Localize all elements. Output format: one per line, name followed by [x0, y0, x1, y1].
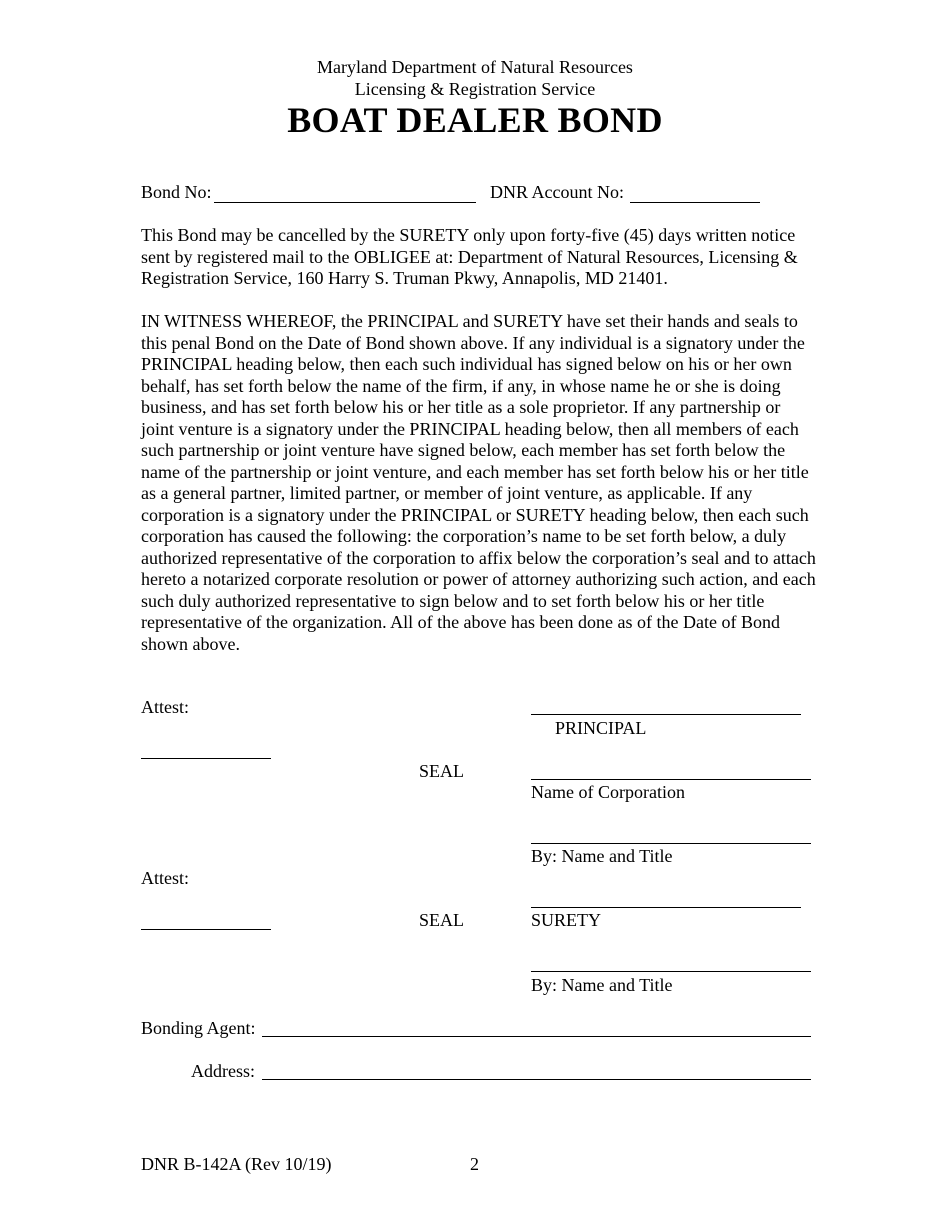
address-field[interactable] [262, 1059, 811, 1079]
cancellation-paragraph: This Bond may be cancelled by the SURETY only upon forty-five (45) days written notice sent by registered mail to the OBLIGEE at: Department of Natural Resources, Licensing & Registration Service, 160 Harry S. Truman Pkwy, Annapolis, MD 21401. [141, 225, 798, 288]
seal-label-surety: SEAL [419, 910, 464, 930]
form-number: DNR B-142A (Rev 10/19) [141, 1154, 332, 1174]
attest-label-surety: Attest: [141, 868, 189, 888]
bond-no-field[interactable] [214, 182, 476, 202]
address-label: Address: [191, 1061, 255, 1081]
page-number: 2 [470, 1154, 479, 1174]
name-of-corporation-label: Name of Corporation [531, 782, 685, 802]
bond-no-label: Bond No: [141, 182, 212, 202]
bonding-agent-field[interactable] [262, 1016, 811, 1036]
bonding-agent-label: Bonding Agent: [141, 1018, 256, 1038]
agency-name: Maryland Department of Natural Resources [317, 57, 633, 77]
bond-no-underline [214, 202, 476, 203]
attest-signature-line-surety[interactable] [141, 929, 271, 930]
surety-by-line[interactable] [531, 971, 811, 972]
service-name: Licensing & Registration Service [354, 79, 596, 99]
address-underline [262, 1079, 811, 1080]
principal-by-line[interactable] [531, 843, 811, 844]
principal-by-name-title-label: By: Name and Title [531, 846, 673, 866]
bonding-agent-underline [262, 1036, 811, 1037]
surety-by-name-title-label: By: Name and Title [531, 975, 673, 995]
surety-label: SURETY [531, 910, 602, 930]
dnr-account-underline [630, 202, 760, 203]
attest-label-principal: Attest: [141, 697, 189, 717]
dnr-account-field[interactable] [630, 182, 760, 202]
corporation-name-line[interactable] [531, 779, 811, 780]
seal-label-principal: SEAL [419, 761, 464, 781]
principal-signature-line[interactable] [531, 714, 801, 715]
witness-paragraph: IN WITNESS WHEREOF, the PRINCIPAL and SURETY have set their hands and seals to this penal Bond on the Date of Bond shown above. If any individual is a signatory under the PRINCIPAL heading below, then each such individual has signed below on his or her own behalf, has set forth below the name of the firm, if any, in whose name he or she is doing business, and has set forth below his or her title as a sole proprietor. If any partnership or joint venture is a signatory under the PRINCIPAL heading below, then all members of each such partnership or joint venture have signed below, each member has set forth below the name of the partnership or joint venture, and each member has set forth below his or her title as a general partner, limited partner, or member of joint venture, as applicable. If any corporation is a signatory under the PRINCIPAL or SURETY heading below, then each such corporation has caused the following: the corporation’s name to be set forth below, a duly authorized representative of the corporation to affix below the corporation’s seal and to attach hereto a notarized corporate resolution or power of attorney authorizing such action, and each such duly authorized representative to sign below and to set forth below his or her title representative of the organization. All of the above has been done as of the Date of Bond shown above. [141, 311, 816, 654]
surety-signature-line[interactable] [531, 907, 801, 908]
attest-signature-line-principal[interactable] [141, 758, 271, 759]
principal-label: PRINCIPAL [555, 718, 647, 738]
dnr-account-label: DNR Account No: [490, 182, 624, 202]
page-title: BOAT DEALER BOND [287, 100, 663, 140]
